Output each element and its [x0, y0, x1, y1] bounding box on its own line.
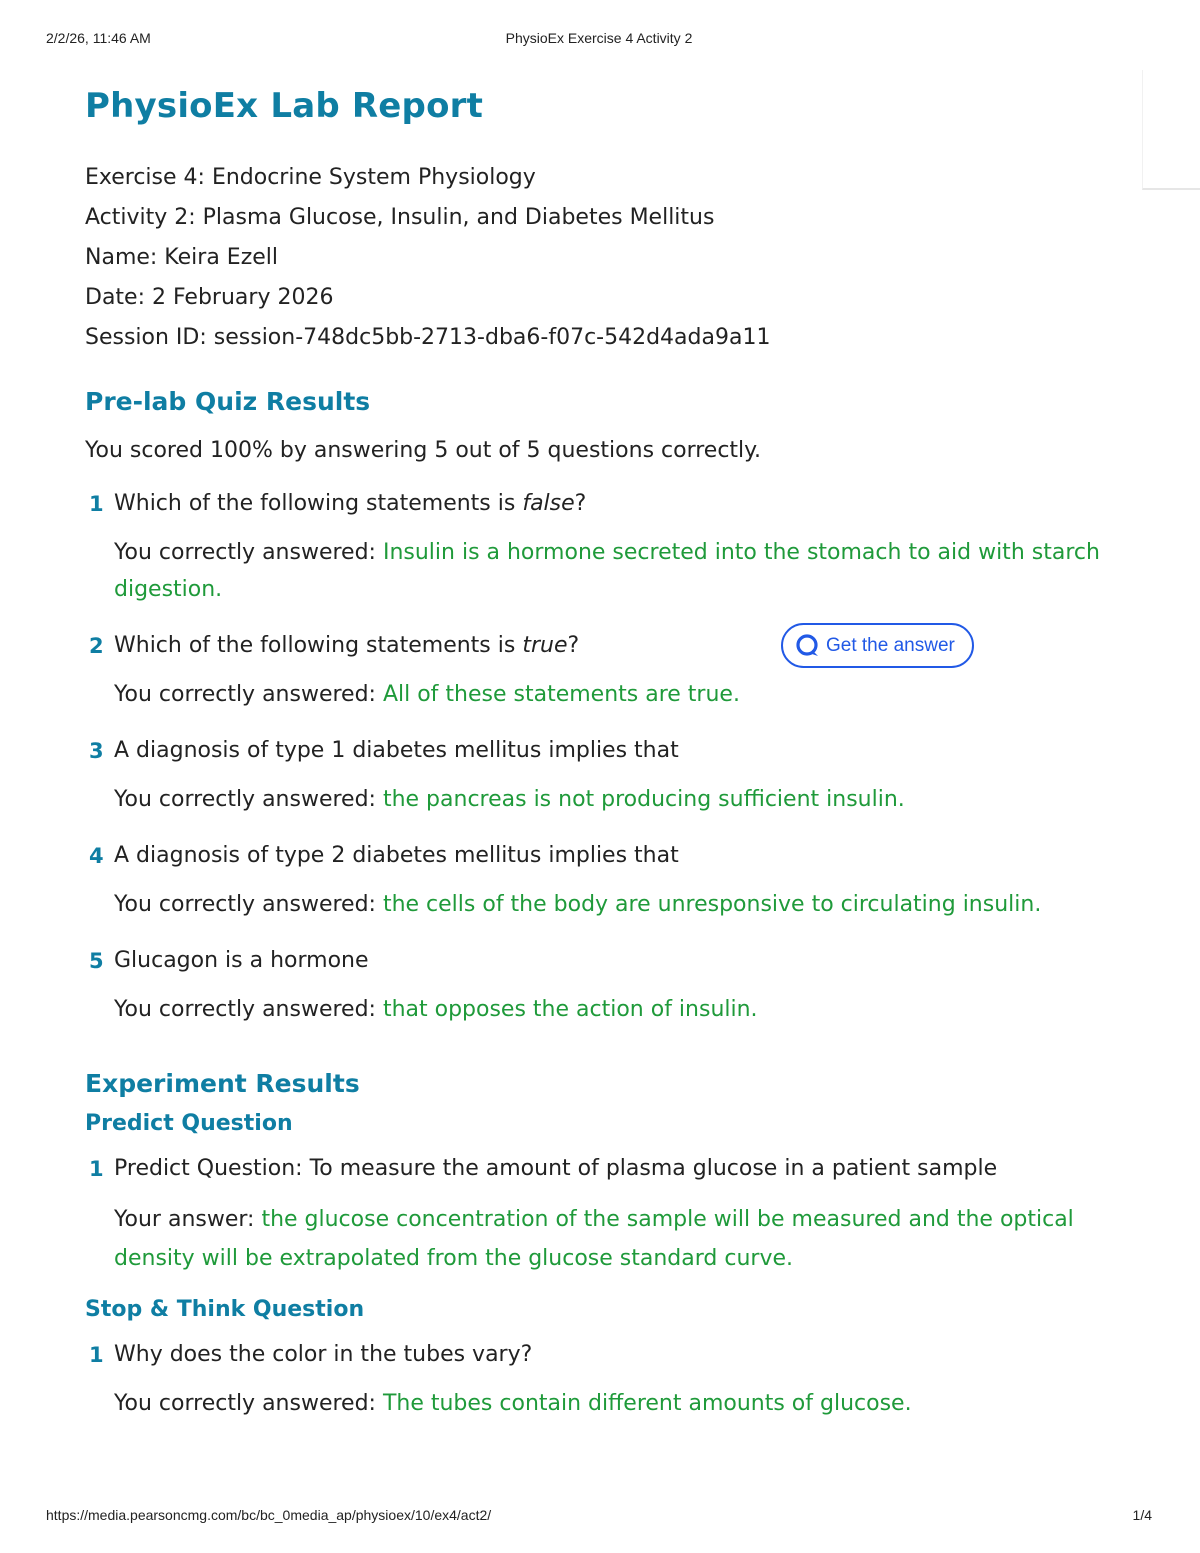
- question-text: A diagnosis of type 1 diabetes mellitus implies that: [114, 738, 679, 763]
- get-the-answer-button[interactable]: [781, 623, 974, 668]
- question-text: Glucagon is a hormone: [114, 948, 369, 973]
- print-footer: [46, 1507, 1152, 1527]
- question-answer: [114, 1385, 1115, 1422]
- prelab-question-5: [85, 946, 1115, 1028]
- prelab-score: You scored 100% by answering 5 out of 5 questions correctly.: [85, 438, 762, 463]
- prelab-question-3: [85, 736, 1115, 818]
- prelab-question-4: [85, 841, 1115, 923]
- question-text: Why does the color in the tubes vary?: [114, 1342, 533, 1367]
- question-answer: [114, 781, 1115, 818]
- prelab-heading: Pre-lab Quiz Results: [85, 387, 371, 416]
- side-panel-edge: [1142, 70, 1200, 190]
- question-answer: [114, 991, 1115, 1028]
- question-text: Predict Question: To measure the amount of plasma glucose in a patient sample: [114, 1156, 998, 1181]
- activity-line: Activity 2: Plasma Glucose, Insulin, and Diabetes Mellitus: [85, 205, 715, 230]
- answer-prefix: You correctly answered:: [114, 1391, 383, 1416]
- stop-think-question-1: [85, 1340, 1115, 1422]
- answer-prefix: Your answer:: [114, 1207, 262, 1232]
- answer-value: All of these statements are true.: [382, 682, 740, 707]
- question-answer: [114, 676, 1115, 713]
- lab-report: [85, 80, 1115, 1422]
- get-the-answer-label: Get the answer: [826, 634, 955, 656]
- prelab-question-1: [85, 489, 1115, 608]
- answer-prefix: You correctly answered:: [114, 892, 383, 917]
- question-answer: [114, 534, 1115, 608]
- date-line: Date: 2 February 2026: [85, 285, 334, 310]
- question-number: 5: [89, 949, 104, 973]
- question-answer: [114, 886, 1115, 923]
- question-text: Which of the following statements is true?: [114, 633, 580, 658]
- question-answer: [114, 1200, 1115, 1278]
- print-url: https://media.pearsoncmg.com/bc/bc_0media_ap/physioex/10/ex4/act2/: [46, 1507, 492, 1523]
- answer-value: The tubes contain different amounts of glucose.: [382, 1391, 912, 1416]
- stop-think-heading: Stop & Think Question: [85, 1297, 365, 1322]
- question-text: A diagnosis of type 2 diabetes mellitus implies that: [114, 843, 679, 868]
- answer-prefix: You correctly answered:: [114, 682, 383, 707]
- print-datetime: 2/2/26, 11:46 AM: [46, 30, 151, 46]
- question-number: 3: [89, 739, 104, 763]
- answer-prefix: You correctly answered:: [114, 997, 383, 1022]
- question-number: 4: [89, 844, 104, 868]
- question-number: 1: [89, 492, 104, 516]
- answer-value: Insulin is a hormone secreted into the stomach to aid with starch digestion.: [114, 540, 1100, 602]
- question-number: 1: [89, 1157, 104, 1181]
- predict-question-1: [85, 1154, 1115, 1278]
- answer-value: that opposes the action of insulin.: [382, 997, 758, 1022]
- predict-heading: Predict Question: [85, 1111, 293, 1136]
- question-number: 2: [89, 634, 104, 658]
- question-number: 1: [89, 1343, 104, 1367]
- print-header: [46, 30, 1152, 50]
- print-page-number: 1/4: [1132, 1507, 1152, 1523]
- report-meta: [85, 158, 1115, 358]
- question-text: Which of the following statements is false?: [114, 491, 587, 516]
- experiment-heading: Experiment Results: [85, 1069, 360, 1098]
- answer-prefix: You correctly answered:: [114, 787, 383, 812]
- answer-value: the cells of the body are unresponsive to circulating insulin.: [382, 892, 1042, 917]
- answer-prefix: You correctly answered:: [114, 540, 383, 565]
- chat-bubble-icon: [795, 633, 821, 659]
- session-line: Session ID: session-748dc5bb-2713-dba6-f07c-542d4ada9a11: [85, 325, 771, 350]
- answer-value: the glucose concentration of the sample will be measured and the optical density will be extrapolated from the glucose standard curve.: [114, 1207, 1074, 1271]
- print-page-title: PhysioEx Exercise 4 Activity 2: [505, 30, 693, 46]
- answer-value: the pancreas is not producing sufficient insulin.: [382, 787, 905, 812]
- exercise-line: Exercise 4: Endocrine System Physiology: [85, 165, 536, 190]
- name-line: Name: Keira Ezell: [85, 245, 279, 270]
- report-title: PhysioEx Lab Report: [85, 86, 484, 126]
